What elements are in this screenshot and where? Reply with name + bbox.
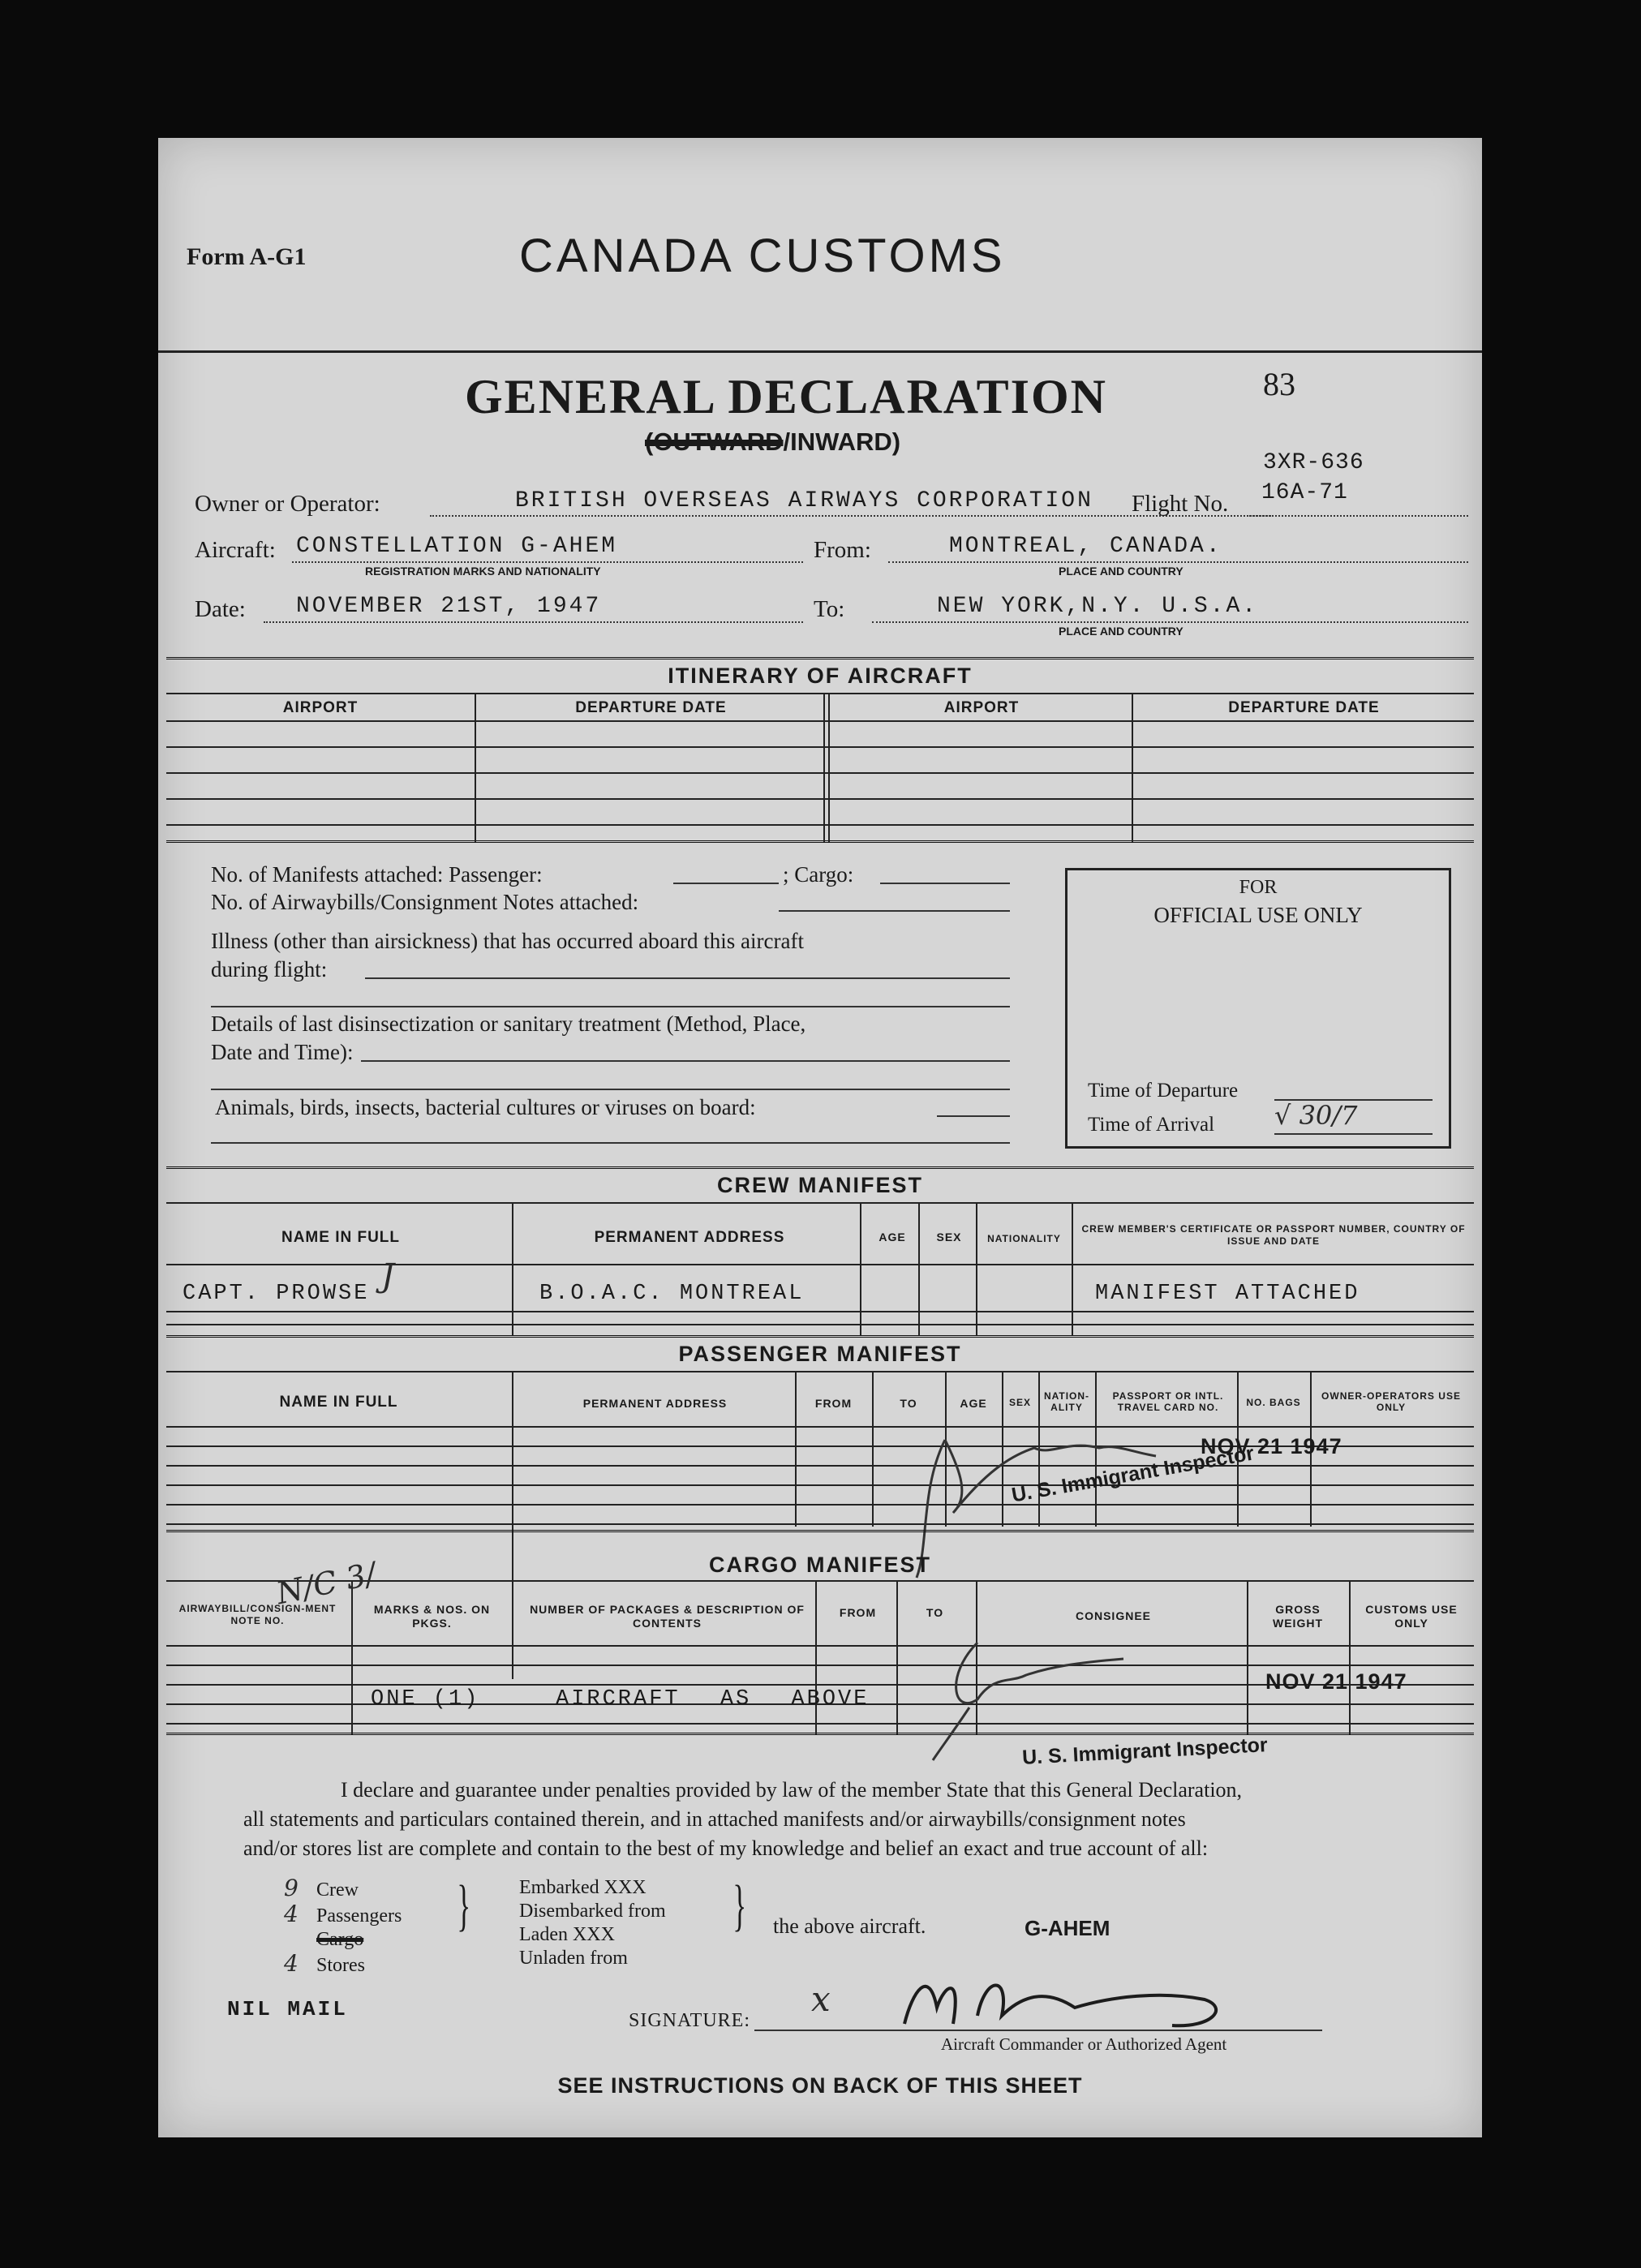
passenger-stamp-date: NOV 21 1947 [1201,1434,1342,1458]
date-line [264,621,803,623]
cargo-count-line [880,883,1010,884]
itinerary-divider [475,693,476,842]
cargo-stamp-date: NOV 21 1947 [1265,1669,1407,1694]
owner-label: Owner or Operator: [195,491,380,517]
passenger-col-to: TO [900,1397,917,1410]
from-value: MONTREAL, CANADA. [949,534,1222,559]
itinerary-col-airport-1: AIRPORT [282,699,359,716]
official-use-box [1065,868,1451,1149]
form-number: Form A-G1 [187,243,307,270]
crew-divider [860,1202,861,1335]
cargo-col-to: TO [926,1606,944,1619]
illness-line [365,977,1010,979]
from-line [888,561,1468,563]
count-crew: 9 Crew [284,1875,359,1901]
signature-mark: x [811,1979,831,2019]
from-label: From: [814,537,871,563]
page-number: 83 [1263,366,1295,402]
crew-col-name: NAME IN FULL [281,1229,401,1246]
direction-inward: /INWARD) [783,427,901,456]
to-line [872,621,1468,623]
declaration-aircraft-reg: G-AHEM [1025,1916,1110,1940]
itinerary-bottom-rule [166,840,1474,846]
cargo-col-from: FROM [839,1606,877,1619]
aircraft-value: CONSTELLATION G-AHEM [296,534,618,559]
cargo-title: CARGO MANIFEST [709,1553,931,1577]
cargo-divider [1349,1580,1351,1734]
disinsect-label-1: Details of last disinsectization or sanitary treatment (Method, Place, [211,1012,806,1036]
crew-title: CREW MANIFEST [717,1173,923,1197]
itinerary-row-rule [166,824,1474,826]
illness-label-1: Illness (other than airsickness) that has occurred aboard this aircraft [211,929,804,953]
to-caption: PLACE AND COUNTRY [1059,625,1183,638]
owner-value: BRITISH OVERSEAS AIRWAYS CORPORATION [515,488,1093,513]
crew-address: B.O.A.C. MONTREAL [539,1282,805,1306]
flight-label: Flight No. [1132,491,1229,517]
passenger-header-rule [166,1371,1474,1372]
cargo-col-airwaybill: AIRWAYBILL/CONSIGN-MENT NOTE NO. [178,1603,337,1626]
form-sheet [158,138,1482,2137]
cargo-divider [351,1580,353,1734]
passenger-row-rule [166,1523,1474,1525]
count-cargo: Cargo [316,1929,364,1950]
crew-divider [918,1202,920,1335]
direction-struck: (OUTWARD [645,427,784,456]
crew-name: CAPT. PROWSE [183,1282,370,1306]
passenger-col-owner: OWNER-OPERATORS USE ONLY [1321,1390,1461,1413]
itinerary-header-rule [166,693,1474,694]
count-passengers: 4 Passengers [284,1901,402,1927]
airwaybills-label: No. of Airwaybills/Consignment Notes attached: [211,890,639,914]
illness-label-2: during flight: [211,957,328,982]
cargo-top-rule [166,1530,1474,1536]
passenger-row-rule [166,1504,1474,1506]
declaration-line-1: I declare and guarantee under penalties provided by law of the member State that this General Declaration, [341,1778,1243,1802]
count-stores: 4 Stores [284,1950,365,1977]
nil-mail: NIL MAIL [227,1997,348,2021]
crew-row-rule [166,1324,1474,1325]
date-value: NOVEMBER 21ST, 1947 [296,594,602,619]
itinerary-row-rule [166,746,1474,748]
to-label: To: [814,596,845,622]
crew-divider [1072,1202,1073,1335]
signature-label: SIGNATURE: [629,2010,751,2031]
itinerary-row-rule [166,772,1474,774]
passenger-col-address: PERMANENT ADDRESS [582,1397,728,1410]
declaration-line-2: all statements and particulars contained therein, and in attached manifests and/or airwaybills/consignment notes [243,1807,1186,1831]
itinerary-divider [1132,693,1133,842]
declaration-line-3: and/or stores list are complete and contain to the best of my knowledge and belief an exact and true account of all: [243,1836,1209,1860]
disinsect-label-2: Date and Time): [211,1040,354,1064]
commander-signature [888,1959,1294,2040]
declaration-actions [519,1876,666,1970]
date-label: Date: [195,596,246,622]
arrival-time-value: √ 30/7 [1274,1100,1358,1131]
action-embarked: Embarked XXX [519,1877,647,1898]
arrival-time-label: Time of Arrival [1088,1114,1215,1136]
manifests-label: No. of Manifests attached: Passenger: [211,862,543,887]
declaration-title: GENERAL DECLARATION [465,370,1108,423]
itinerary-divider [828,693,830,842]
cargo-divider [896,1580,898,1734]
itinerary-col-date-2: DEPARTURE DATE [1228,699,1380,716]
crew-col-nationality: NATIONALITY [987,1233,1061,1244]
cargo-label: ; Cargo: [783,862,854,887]
departure-time-label: Time of Departure [1088,1080,1239,1102]
aircraft-caption: REGISTRATION MARKS AND NATIONALITY [365,565,601,578]
passenger-col-sex: SEX [1008,1397,1031,1408]
official-for: FOR [1239,877,1278,898]
crew-col-certificate: CREW MEMBER'S CERTIFICATE OR PASSPORT NUMBER, COUNTRY OF ISSUE AND DATE [1081,1223,1466,1247]
right-brace: } [732,1875,747,1937]
passenger-stamp-inspector: U. S. Immigrant Inspector [1010,1441,1257,1507]
disinsect-line-2 [211,1089,1010,1090]
animals-label: Animals, birds, insects, bacterial cultures or viruses on board: [215,1095,756,1119]
cargo-col-marks: MARKS & NOS. ON PKGS. [373,1603,491,1630]
from-caption: PLACE AND COUNTRY [1059,565,1183,578]
itinerary-col-airport-2: AIRPORT [943,699,1020,716]
crew-initials: J [381,1257,395,1295]
disinsect-line [361,1060,1010,1062]
itinerary-row-rule [166,798,1474,800]
airwaybills-line [779,910,1010,912]
passenger-col-from: FROM [814,1397,853,1410]
crew-col-age: AGE [878,1231,906,1244]
action-unladen: Unladen from [519,1948,628,1969]
cargo-hand-note: N/C 3/ [273,1555,380,1612]
itinerary-divider [823,693,825,842]
crew-divider [512,1202,513,1335]
crew-certificate: MANIFEST ATTACHED [1095,1282,1360,1306]
passenger-divider [512,1371,513,1679]
passenger-row-rule [166,1426,1474,1428]
crew-header-rule [166,1202,1474,1204]
cargo-bottom-rule [166,1733,1474,1738]
cargo-stamp-inspector: U. S. Immigrant Inspector [1021,1733,1269,1769]
crew-top-rule [166,1166,1474,1172]
crew-col-sex: SEX [936,1231,962,1244]
crew-divider [976,1202,977,1335]
flight-value-top: 3XR-636 [1263,450,1364,475]
passenger-row-rule [166,1484,1474,1486]
passenger-row-rule [166,1465,1474,1467]
crew-row-rule [166,1311,1474,1312]
direction-line [645,427,900,457]
passenger-col-bags: NO. BAGS [1246,1397,1301,1408]
passenger-divider [872,1371,874,1527]
cargo-col-weight: GROSS WEIGHT [1273,1603,1323,1630]
passenger-col-passport: PASSPORT OR INTL. TRAVEL CARD NO. [1112,1390,1224,1413]
agency-title: CANADA CUSTOMS [519,230,1006,282]
flight-line [1249,515,1468,517]
action-disembarked: Disembarked from [519,1901,666,1922]
signature-caption: Aircraft Commander or Authorized Agent [941,2034,1227,2054]
official-title: OFFICIAL USE ONLY [1153,903,1363,927]
to-value: NEW YORK,N.Y. U.S.A. [937,594,1259,619]
flight-value: 16A-71 [1261,480,1348,505]
cargo-inspector-signature [929,1626,1213,1764]
crew-row-rule [166,1264,1474,1265]
cargo-description-value: AIRCRAFT AS ABOVE [556,1687,870,1712]
header-rule [158,350,1482,353]
passenger-col-nationality: NATION-ALITY [1043,1390,1090,1413]
cargo-col-customs: CUSTOMS USE ONLY [1365,1603,1458,1630]
declaration-counts [284,1876,402,1978]
itinerary-col-date-1: DEPARTURE DATE [575,699,727,716]
illness-line-2 [211,1006,1010,1007]
cargo-marks-value: ONE (1) [371,1687,480,1712]
crew-col-address: PERMANENT ADDRESS [594,1229,785,1246]
cargo-row-rule [166,1645,1474,1647]
passenger-title: PASSENGER MANIFEST [678,1342,962,1366]
cargo-col-consignee: CONSIGNEE [1075,1609,1151,1622]
arrival-time-line [1274,1133,1433,1135]
passenger-top-rule [166,1335,1474,1341]
cargo-row-rule [166,1664,1474,1666]
passenger-col-age: AGE [960,1397,987,1410]
aircraft-line [292,561,803,563]
itinerary-title: ITINERARY OF AIRCRAFT [668,664,973,688]
cargo-divider [1247,1580,1248,1734]
passenger-count-line [673,883,779,884]
action-laden: Laden XXX [519,1924,615,1945]
itinerary-top-rule [166,657,1474,663]
footer-instructions: SEE INSTRUCTIONS ON BACK OF THIS SHEET [557,2073,1083,2098]
declaration-above-aircraft: the above aircraft. [773,1914,926,1938]
cargo-col-description: NUMBER OF PACKAGES & DESCRIPTION OF CONTENTS [530,1603,805,1630]
animals-line-2 [211,1142,1010,1144]
passenger-divider [795,1371,797,1527]
cargo-row-rule [166,1723,1474,1725]
aircraft-label: Aircraft: [195,537,276,563]
left-brace: } [457,1875,471,1937]
passenger-col-name: NAME IN FULL [279,1394,398,1411]
animals-line [937,1115,1010,1117]
itinerary-row-rule [166,720,1474,722]
